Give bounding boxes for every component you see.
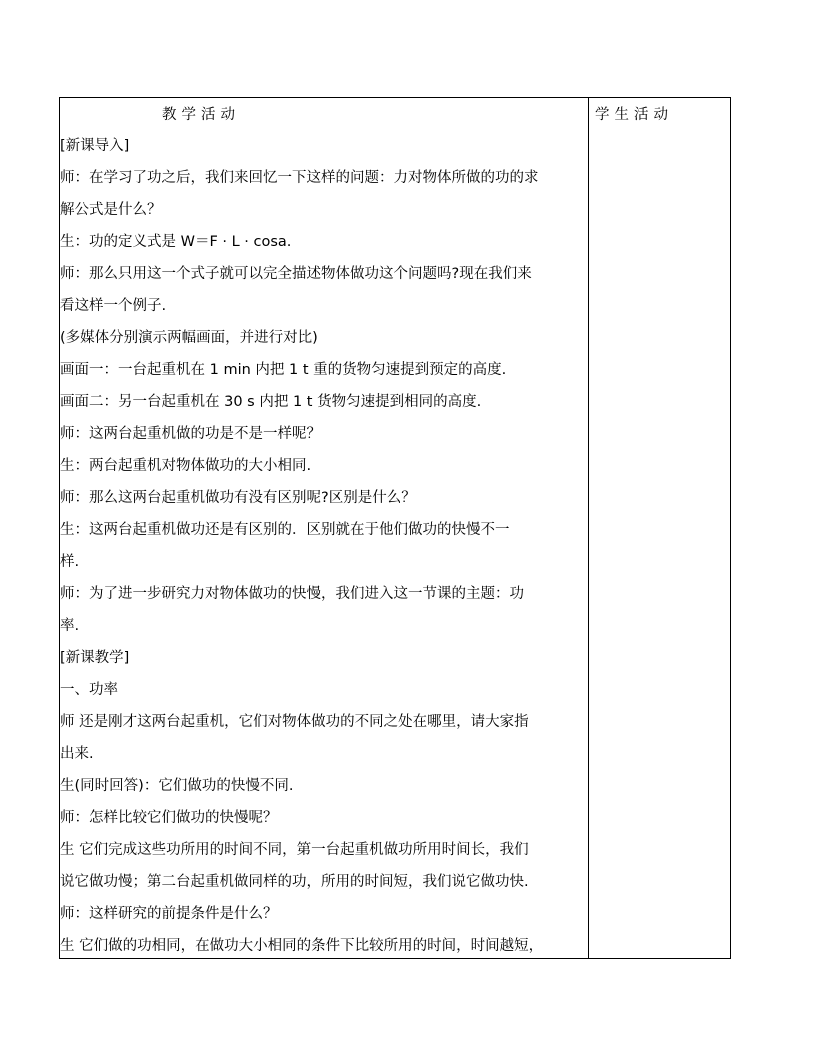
teaching-activities-header: 教学活动 (162, 107, 240, 123)
text-line: 生 它们做的功相同，在做功大小相同的条件下比较所用的时间，时间越短， (60, 938, 544, 954)
text-line: 说它做功慢；第二台起重机做同样的功，所用的时间短，我们说它做功快. (60, 874, 529, 890)
text-line: 师：在学习了功之后，我们来回忆一下这样的问题：力对物体所做的功的求 (60, 170, 539, 186)
teaching-activities-column (60, 98, 588, 958)
text-line: [新课导入] (60, 138, 130, 154)
text-line: [新课教学] (60, 650, 130, 666)
text-line: 画面二：另一台起重机在 30 s 内把 1 t 货物匀速提到相同的高度. (60, 394, 482, 410)
text-line: 画面一：一台起重机在 1 min 内把 1 t 重的货物匀速提到预定的高度. (60, 362, 507, 378)
text-line: 率. (60, 618, 80, 634)
text-line: 师 还是刚才这两台起重机，它们对物体做功的不同之处在哪里，请大家指 (60, 714, 529, 730)
text-line: 师：那么这两台起重机做功有没有区别呢?区别是什么？ (60, 490, 416, 506)
text-line: 生：这两台起重机做功还是有区别的．区别就在于他们做功的快慢不一 (60, 522, 510, 538)
text-line: 师：为了进一步研究力对物体做功的快慢，我们进入这一节课的主题：功 (60, 586, 524, 602)
text-line: 师：这样研究的前提条件是什么？ (60, 906, 278, 922)
text-line: 看这样一个例子. (60, 298, 167, 314)
text-line: 样. (60, 554, 80, 570)
text-line: 生 它们完成这些功所用的时间不同，第一台起重机做功所用时间长，我们 (60, 842, 529, 858)
lesson-table (59, 97, 731, 959)
text-line: 师：怎样比较它们做功的快慢呢？ (60, 810, 278, 826)
text-line: 一、功率 (60, 682, 118, 698)
text-line: 生：两台起重机对物体做功的大小相同. (60, 458, 312, 474)
text-line: 师：这两台起重机做的功是不是一样呢？ (60, 426, 321, 442)
text-line: 解公式是什么？ (60, 202, 162, 218)
text-line: 师：那么只用这一个式子就可以完全描述物体做功这个问题吗?现在我们来 (60, 266, 532, 282)
student-activities-header: 学生活动 (595, 107, 673, 123)
text-line: 出来. (60, 746, 94, 762)
student-activities-column (589, 98, 730, 958)
lesson-text (60, 130, 588, 958)
text-line: (多媒体分别演示两幅画面，并进行对比) (60, 330, 318, 346)
text-line: 生：功的定义式是 W＝F · L · cosa. (60, 234, 292, 250)
text-line: 生(同时回答)：它们做功的快慢不同. (60, 778, 294, 794)
